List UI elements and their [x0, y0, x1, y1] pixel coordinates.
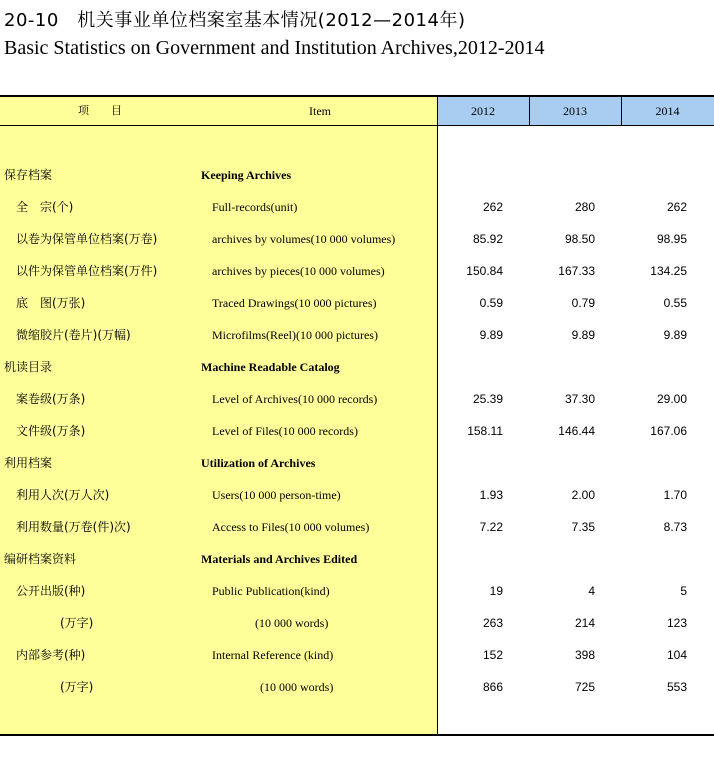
table-row	[0, 229, 714, 249]
row-label-cn: 内部参考(种)	[16, 648, 86, 662]
row-label-en: archives by pieces(10 000 volumes)	[212, 264, 385, 278]
row-label-cn: 以卷为保管单位档案(万卷)	[16, 232, 158, 246]
table-row	[0, 581, 714, 601]
cell-value-2014: 98.95	[656, 232, 687, 246]
table-row	[0, 325, 714, 345]
header-year-2013: 2013	[563, 104, 587, 118]
cell-value-2012: 150.84	[466, 264, 503, 278]
row-label-cn: 全 宗(个)	[16, 200, 74, 214]
cell-value-2014: 9.89	[663, 328, 687, 342]
row-label-en: Microfilms(Reel)(10 000 pictures)	[212, 328, 378, 342]
cell-value-2013: 9.89	[571, 328, 595, 342]
section-row	[0, 165, 714, 185]
row-label-en: Level of Files(10 000 records)	[212, 424, 358, 438]
cell-value-2013: 398	[574, 648, 595, 662]
cell-value-2012: 263	[482, 616, 503, 630]
row-label-cn: 以件为保管单位档案(万件)	[16, 264, 158, 278]
table-row	[0, 485, 714, 505]
row-label-cn: 文件级(万条)	[16, 424, 86, 438]
cell-value-2014: 1.70	[663, 488, 687, 502]
row-label-en: archives by volumes(10 000 volumes)	[212, 232, 396, 246]
cell-value-2013: 2.00	[571, 488, 595, 502]
cell-value-2014: 167.06	[650, 424, 687, 438]
header-item-cn: 项 目	[78, 104, 122, 117]
cell-value-2013: 4	[588, 584, 595, 598]
table-row	[0, 421, 714, 441]
row-label-cn: 机读目录	[4, 360, 53, 374]
section-row	[0, 453, 714, 473]
cell-value-2012: 9.89	[479, 328, 503, 342]
bottom-rule	[0, 734, 714, 736]
row-label-en: Traced Drawings(10 000 pictures)	[212, 296, 377, 310]
table-row	[0, 613, 714, 633]
header-item-en: Item	[309, 104, 331, 118]
row-label-en: Level of Archives(10 000 records)	[212, 392, 378, 406]
cell-value-2012: 158.11	[467, 424, 503, 438]
row-label-cn: 保存档案	[4, 168, 53, 182]
row-label-en: Materials and Archives Edited	[201, 552, 358, 566]
cell-value-2013: 37.30	[564, 392, 595, 406]
cell-value-2012: 262	[482, 200, 503, 214]
cell-value-2013: 98.50	[564, 232, 595, 246]
cell-value-2013: 7.35	[571, 520, 595, 534]
cell-value-2013: 214	[574, 616, 595, 630]
row-label-en: Full-records(unit)	[212, 200, 298, 214]
cell-value-2012: 1.93	[479, 488, 503, 502]
cell-value-2012: 866	[482, 680, 503, 694]
header-year-2012: 2012	[471, 104, 495, 118]
cell-value-2013: 280	[574, 200, 595, 214]
cell-value-2014: 104	[666, 648, 687, 662]
table-title-chinese: 20-10 机关事业单位档案室基本情况(2012—2014年)	[4, 10, 466, 31]
cell-value-2013: 167.33	[558, 264, 595, 278]
cell-value-2014: 123	[666, 616, 687, 630]
row-label-cn: 编研档案资料	[4, 552, 77, 566]
row-label-cn: (万字)	[60, 616, 94, 630]
cell-value-2013: 725	[574, 680, 595, 694]
table-row	[0, 261, 714, 281]
row-label-cn: (万字)	[60, 680, 94, 694]
row-label-cn: 利用人次(万人次)	[16, 488, 110, 502]
cell-value-2014: 553	[666, 680, 687, 694]
row-label-en: Utilization of Archives	[201, 456, 316, 470]
cell-value-2013: 146.44	[558, 424, 595, 438]
cell-value-2012: 85.92	[472, 232, 503, 246]
table-row	[0, 389, 714, 409]
cell-value-2014: 0.55	[663, 296, 687, 310]
cell-value-2012: 0.59	[479, 296, 503, 310]
row-label-en: Access to Files(10 000 volumes)	[212, 520, 370, 534]
table-row	[0, 293, 714, 313]
row-label-en: Internal Reference (kind)	[212, 648, 334, 662]
row-label-cn: 微缩胶片(卷片)(万幅)	[16, 328, 131, 342]
cell-value-2014: 262	[666, 200, 687, 214]
section-row	[0, 549, 714, 569]
cell-value-2014: 8.73	[663, 520, 687, 534]
row-label-en: (10 000 words)	[260, 680, 334, 694]
row-label-cn: 利用数量(万卷(件)次)	[16, 520, 131, 534]
row-label-en: Public Publication(kind)	[212, 584, 330, 598]
cell-value-2013: 0.79	[571, 296, 595, 310]
row-label-en: Keeping Archives	[201, 168, 292, 182]
row-label-cn: 利用档案	[4, 456, 53, 470]
cell-value-2012: 7.22	[479, 520, 503, 534]
header-year-2014: 2014	[655, 104, 680, 118]
row-label-en: (10 000 words)	[255, 616, 329, 630]
row-label-cn: 案卷级(万条)	[16, 392, 86, 406]
cell-value-2012: 152	[482, 648, 503, 662]
row-label-cn: 公开出版(种)	[16, 584, 86, 598]
row-label-en: Machine Readable Catalog	[201, 360, 340, 374]
row-label-en: Users(10 000 person-time)	[212, 488, 341, 502]
row-label-cn: 底 图(万张)	[16, 296, 86, 310]
cell-value-2012: 19	[489, 584, 503, 598]
cell-value-2014: 134.25	[650, 264, 687, 278]
cell-value-2014: 5	[680, 584, 687, 598]
section-row	[0, 357, 714, 377]
table-row	[0, 645, 714, 665]
cell-value-2014: 29.00	[656, 392, 687, 406]
table-title-english: Basic Statistics on Government and Institution Archives,2012-2014	[4, 37, 545, 59]
cell-value-2012: 25.39	[472, 392, 503, 406]
table-row	[0, 197, 714, 217]
table-row	[0, 677, 714, 697]
table-row	[0, 517, 714, 537]
